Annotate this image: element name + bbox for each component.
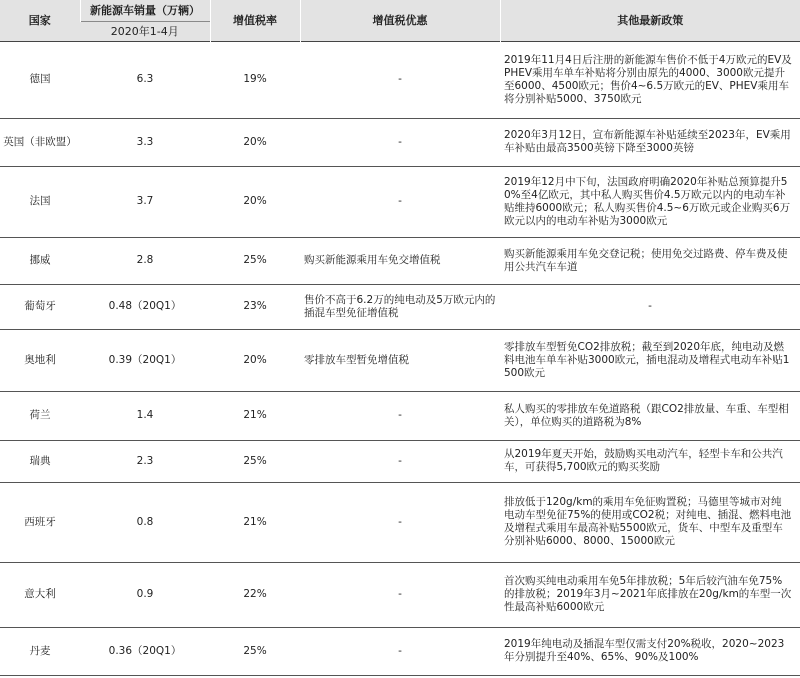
cell-other-policy: 排放低于120g/km的乘用车免征购置税；马德里等城市对纯电动车型免征75%的使用或CO2税；对纯电、插混、燃料电池及增程式乘用车最高补贴5500欧元，货车、中型车及重型车分别补贴6000、8000、15000欧元 (500, 482, 800, 562)
table-row (0, 482, 800, 562)
table-row (0, 41, 800, 118)
header-other-policy: 其他最新政策 (500, 0, 800, 41)
cell-country: 挪威 (0, 237, 80, 284)
cell-vat-rate: 25% (210, 237, 300, 284)
table-row (0, 440, 800, 482)
cell-vat-benefit: 购买新能源乘用车免交增值税 (300, 237, 500, 284)
cell-vat-benefit: - (300, 166, 500, 237)
cell-sales: 2.8 (80, 237, 210, 284)
cell-vat-benefit: - (300, 627, 500, 675)
table-row (0, 329, 800, 391)
cell-other-policy: 2019年纯电动及插混车型仅需支付20%税收，2020~2023年分别提升至40%、65%、90%及100% (500, 627, 800, 675)
cell-sales: 2.3 (80, 440, 210, 482)
cell-other-policy: 购买新能源乘用车免交登记税；使用免交过路费、停车费及使用公共汽车车道 (500, 237, 800, 284)
cell-vat-rate: 25% (210, 627, 300, 675)
cell-country: 意大利 (0, 562, 80, 627)
cell-vat-rate: 22% (210, 562, 300, 627)
cell-sales: 0.9 (80, 562, 210, 627)
cell-vat-rate: 21% (210, 391, 300, 440)
cell-country: 英国（非欧盟） (0, 118, 80, 166)
table-row (0, 284, 800, 329)
cell-vat-benefit: - (300, 482, 500, 562)
cell-sales: 1.4 (80, 391, 210, 440)
table-row (0, 118, 800, 166)
cell-country: 丹麦 (0, 627, 80, 675)
cell-sales: 0.8 (80, 482, 210, 562)
cell-other-policy: 从2019年夏天开始，鼓励购买电动汽车，轻型卡车和公共汽车，可获得5,700欧元的购买奖励 (500, 440, 800, 482)
cell-vat-rate: 20% (210, 166, 300, 237)
cell-other-policy: 零排放车型暂免CO2排放税；截至到2020年底，纯电动及燃料电池车单车补贴3000欧元，插电混动及增程式电动车补贴1500欧元 (500, 329, 800, 391)
cell-other-policy: 私人购买的零排放车免道路税（跟CO2排放量、车重、车型相关），单位购买的道路税为8% (500, 391, 800, 440)
cell-vat-benefit: 零排放车型暂免增值税 (300, 329, 500, 391)
header-sales-period: 2020年1-4月 (80, 21, 210, 41)
cell-vat-rate: 20% (210, 118, 300, 166)
table-row (0, 237, 800, 284)
cell-sales: 3.3 (80, 118, 210, 166)
cell-sales: 0.39（20Q1） (80, 329, 210, 391)
cell-other-policy: - (500, 284, 800, 329)
cell-vat-rate: 19% (210, 41, 300, 118)
cell-vat-benefit: - (300, 391, 500, 440)
header-vat-rate: 增值税率 (210, 0, 300, 41)
cell-vat-benefit: - (300, 118, 500, 166)
header-vat-benefit: 增值税优惠 (300, 0, 500, 41)
table-row (0, 391, 800, 440)
cell-country: 西班牙 (0, 482, 80, 562)
cell-vat-benefit: 售价不高于6.2万的纯电动及5万欧元内的插混车型免征增值税 (300, 284, 500, 329)
cell-sales: 3.7 (80, 166, 210, 237)
cell-sales: 0.48（20Q1） (80, 284, 210, 329)
cell-vat-benefit: - (300, 41, 500, 118)
cell-other-policy: 2019年12月中下旬，法国政府明确2020年补贴总预算提升50%至4亿欧元，其中私人购买售价4.5万欧元以内的电动车补贴维持6000欧元；私人购买售价4.5~6万欧元或企业购买6万欧元以内的电动车补贴为3000欧元 (500, 166, 800, 237)
table-row (0, 166, 800, 237)
cell-other-policy: 2020年3月12日，宣布新能源车补贴延续至2023年，EV乘用车补贴由最高3500英镑下降至3000英镑 (500, 118, 800, 166)
cell-country: 葡萄牙 (0, 284, 80, 329)
cell-vat-benefit: - (300, 562, 500, 627)
header-country: 国家 (0, 0, 80, 41)
cell-vat-rate: 21% (210, 482, 300, 562)
table-row (0, 627, 800, 675)
table-row (0, 562, 800, 627)
cell-country: 法国 (0, 166, 80, 237)
cell-sales: 0.36（20Q1） (80, 627, 210, 675)
cell-vat-benefit: - (300, 440, 500, 482)
table-header (0, 0, 800, 41)
cell-other-policy: 首次购买纯电动乘用车免5年排放税；5年后较汽油车免75%的排放税；2019年3月~2021年底排放在20g/km的车型一次性最高补贴6000欧元 (500, 562, 800, 627)
cell-country: 荷兰 (0, 391, 80, 440)
cell-country: 奥地利 (0, 329, 80, 391)
cell-country: 德国 (0, 41, 80, 118)
header-sales: 新能源车销量（万辆） (80, 0, 210, 21)
cell-vat-rate: 25% (210, 440, 300, 482)
cell-country: 瑞典 (0, 440, 80, 482)
cell-vat-rate: 23% (210, 284, 300, 329)
cell-other-policy: 2019年11月4日后注册的新能源车售价不低于4万欧元的EV及PHEV乘用车单车补贴将分别由原先的4000、3000欧元提升至6000、4500欧元；售价4~6.5万欧元的EV、PHEV乘用车将分别补贴5000、3750欧元 (500, 41, 800, 118)
cell-sales: 6.3 (80, 41, 210, 118)
cell-vat-rate: 20% (210, 329, 300, 391)
